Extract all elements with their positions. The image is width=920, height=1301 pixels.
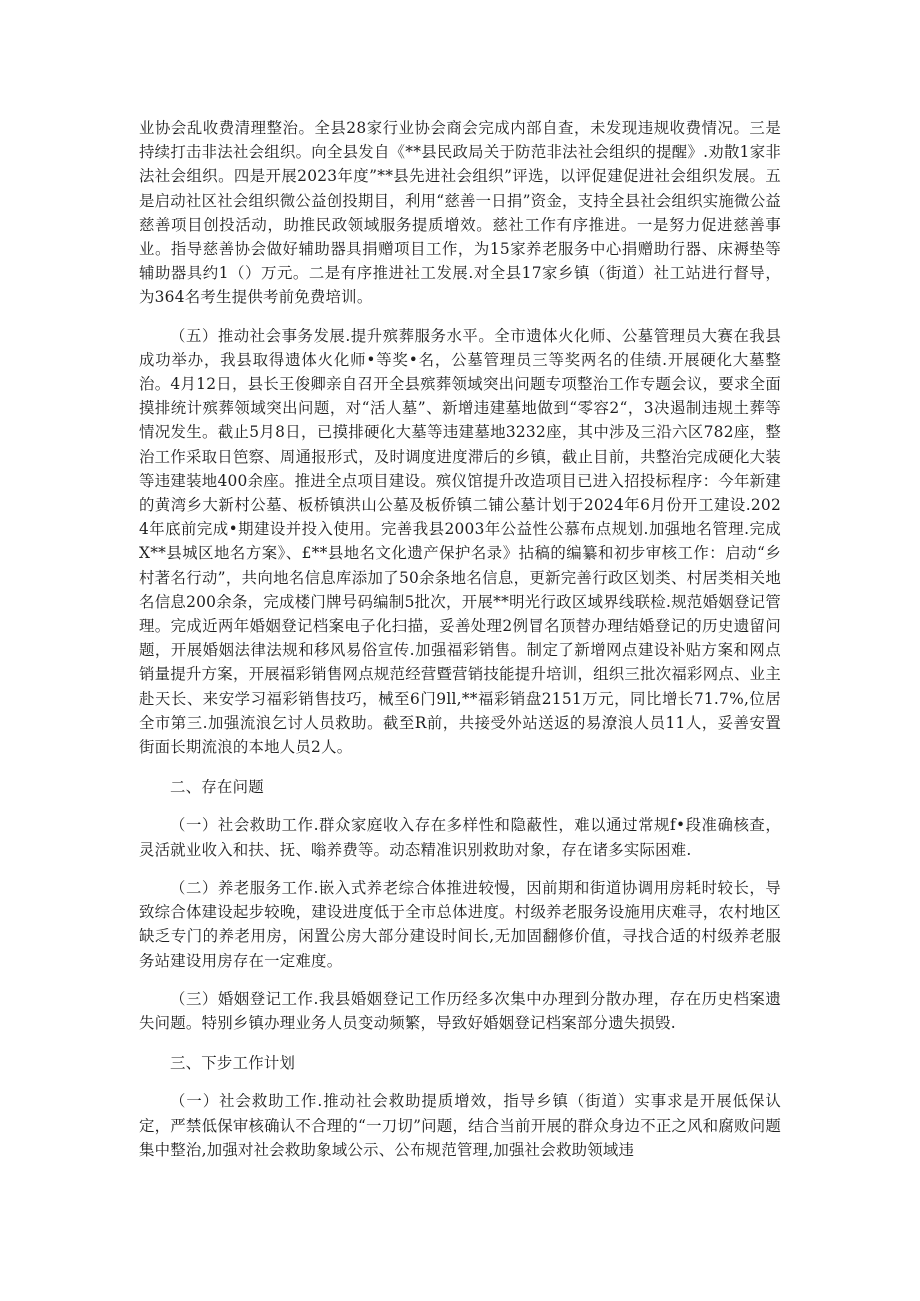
paragraph-plan-social-assistance: （一）社会救助工作.推动社会救助提质增效，指导乡镇（街道）实事求是开展低保认定，严禁低保审核确认不合理的“一刀切”问题，结合当前开展的群众身边不正之风和腐败问题集中整治,加强对社会救助象域公示、公布规范管理,加强社会救助领域违 [139, 1092, 781, 1159]
paragraph-problem-elderly-care: （二）养老服务工作.嵌入式养老综合体推进较慢，因前期和街道协调用房耗时较长，导致综合体建设起步较晚，建设进度低于全市总体进度。村级养老服务设施用庆难寻，农村地区缺乏专门的养老用房，闲置公房大部分建设时间长,无加固翻修价值，寻找合适的村级养老服务站建设用房存在一定难度。 [139, 878, 781, 970]
paragraph-problem-social-assistance: （一）社会救助工作.群众家庭收入存在多样性和隐蔽性，难以通过常规f•段准确核查，灵活就业收入和扶、抚、嗡养费等。动态精准识别救助对象，存在诸多实际困难. [139, 816, 781, 859]
section-heading-problems: 二、存在问题 [170, 778, 264, 797]
paragraph-social-org-cleanup: 业协会乱收费清理整治。全县28家行业协会商会完成内部自查，未发现违规收费情况。三是持续打击非法社会组织。向全县发自《**县民政局关于防范非法社会组织的提醒》.劝散1家非法社会组织。四是开展2023年度”**县先进社会组织”评选，以评促建促进社会组织发展。五是启动社区社会组织微公益创投期目，利用“慈善一日捐”资金，支持全县社会组织实施微公益慈善项目创投活动，助推民政领域服务提质增效。慈社工作有序推进。一是努力促进慈善事业。指导慈善协会做好辅助器具捐赠项目工作，为15家养老服务中心捐赠助行器、床褥垫等辅助器具约1（）万元。二是有序推进社工发展.对全县17家乡镇（街道）社工站进行督导，为364名考生提供考前免费培训。 [139, 119, 781, 307]
document-page [139, 116, 781, 1162]
paragraph-social-affairs: （五）推动社会事务发展.提升殡葬服务水平。全市遗体火化师、公墓管理员大赛在我县成功举办，我县取得遗体火化师•等奖•名，公墓管理员三等奖两名的佳绩.开展硬化大墓整治。4月12日，县长王俊卿亲自召开全县殡葬领域突出问题专项整治工作专题会议，要求全面摸排统计殡葬领域突出问题，对“活人墓”、新增违建墓地做到“零容2“，3决遏制违规土葬等情况发生。截止5月8日，已摸排硬化大墓等违建墓地3232座，其中涉及三沿六区782座，整治工作采取日笆察、周通报形式，及时调度进度滞后的乡镇，截止目前，共整治完成硬化大装等违建装地400余座。推进全点项目建设。殡仪馆提升改造项目已进入招投标程序：今年新建的黄湾乡大新村公墓、板桥镇洪山公墓及板侨镇二铺公墓计划于2024年6月份开工建设.2024年底前完成•期建设并投入使用。完善我县2003年公益性公慕布点规划.加强地名管理.完成X**县城区地名方案》、£**县地名文化遗产保护名录》拈稿的编纂和初步审核工作：启动“乡村著名行动”，共向地名信息库添加了50余条地名信息，更新完善行政区划类、村居类相关地名信息200余条，完成楼门牌号码编制5批次，开展**明光行政区域界线联检.规范婚姻登记管理。完成近两年婚姻登记档案电子化扫描，妥善处理2例冒名顶替办理结婚登记的历史遗留问题，开展婚姻法律法规和移风易俗宣传.加强福彩销售。制定了新增网点建设补贴方案和网点销量提升方案，开展福彩销售网点规范经营暨营销技能提升培训，组织三批次福彩网点、业主赴天长、来安学习福彩销售技巧，械至6门9ll,**福彩销盘2151万元，同比增长71.7%,位居全市第三.加强流浪乞讨人员救助。截至R前，共接受外站送返的易潦浪人员11人，妥善安置街面长期流浪的本地人员2人。 [139, 326, 781, 757]
section-heading-next-steps: 三、下步工作计划 [170, 1054, 296, 1073]
paragraph-problem-marriage-registration: （三）婚姻登记工作.我县婚姻登记工作历经多次集中办理到分散办理，存在历史档案遗失问题。特别乡镇办理业务人员变动频繁，导致好婚姻登记档案部分遗失损毁. [139, 989, 781, 1032]
